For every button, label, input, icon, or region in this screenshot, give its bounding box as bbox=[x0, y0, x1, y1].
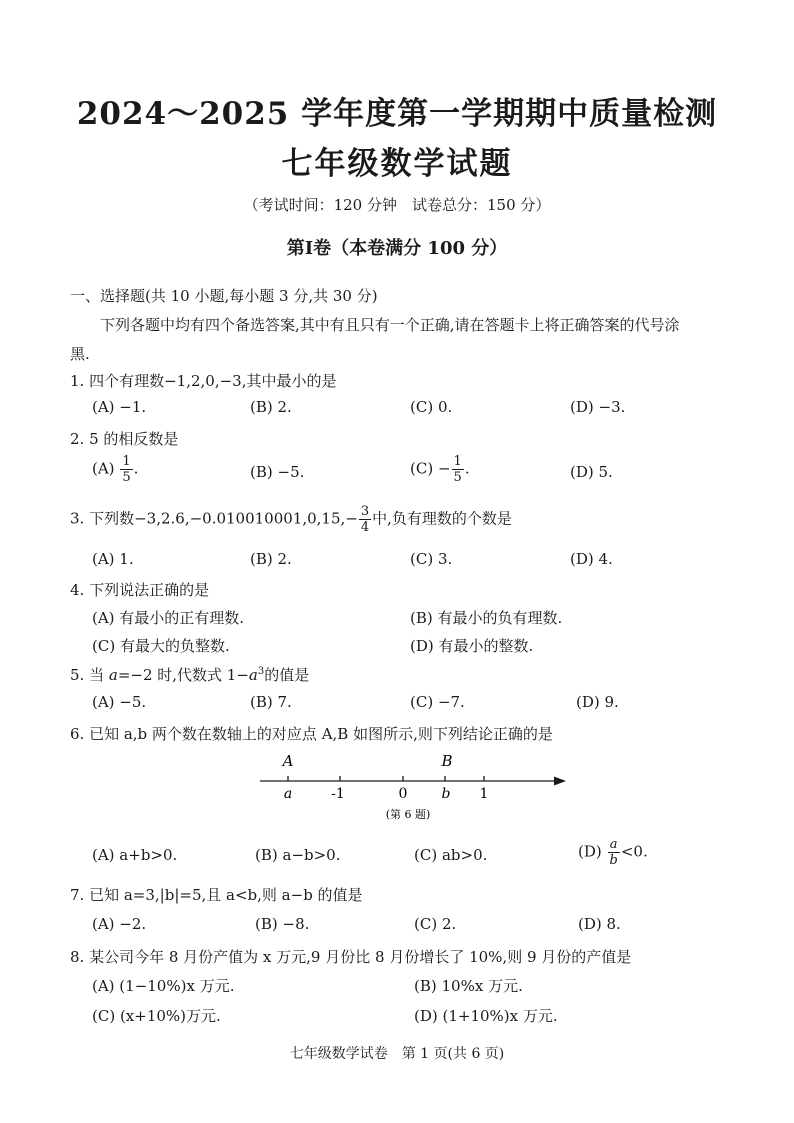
section-instruction-line1: 下列各题中均有四个备选答案,其中有且只有一个正确,请在答题卡上将正确答案的代号涂 bbox=[100, 316, 680, 334]
question-5-stem: 5. 当 a=−2 时,代数式 $1-a^3$的值是 bbox=[70, 666, 310, 684]
question-6-stem: 6. 已知 a,b 两个数在数轴上的对应点 A,B 如图所示,则下列结论正确的是 bbox=[70, 725, 553, 743]
fraction: $\frac{a}{b}$ bbox=[609, 837, 618, 868]
question-8-option-b: (B) 10%x 万元. bbox=[414, 977, 523, 995]
point-label-a: A bbox=[282, 752, 294, 770]
section-heading: 一、选择题(共 10 小题,每小题 3 分,共 30 分) bbox=[70, 287, 378, 305]
tick-label-0: 0 bbox=[398, 786, 408, 802]
question-5-option-b: (B) 7. bbox=[250, 693, 292, 711]
point-label-b: B bbox=[441, 752, 453, 770]
question-6-option-a: (A) a+b>0. bbox=[92, 846, 178, 864]
number-line-figure bbox=[250, 748, 580, 824]
question-4-option-b: (B) 有最小的负有理数. bbox=[410, 609, 563, 627]
question-8-option-a: (A) (1−10%)x 万元. bbox=[92, 977, 235, 995]
question-8-option-d: (D) (1+10%)x 万元. bbox=[414, 1007, 558, 1025]
question-7-stem: 7. 已知 a=3,|b|=5,且 a<b,则 a−b 的值是 bbox=[70, 886, 363, 904]
question-6-option-d: (D) $\frac{a}{b}$ <0. bbox=[578, 837, 648, 868]
question-5-option-d: (D) 9. bbox=[576, 693, 619, 711]
question-2-option-d: (D) 5. bbox=[570, 463, 613, 481]
question-3-option-b: (B) 2. bbox=[250, 550, 292, 568]
question-7-option-c: (C) 2. bbox=[414, 915, 457, 933]
question-8-option-c: (C) (x+10%)万元. bbox=[92, 1007, 221, 1025]
question-4-option-d: (D) 有最小的整数. bbox=[410, 637, 534, 655]
exam-title: 2024～2025 学年度第一学期期中质量检测 bbox=[76, 96, 718, 132]
arrow-icon bbox=[554, 777, 566, 786]
exam-subject-title: 七年级数学试题 bbox=[281, 146, 513, 182]
question-6-option-b: (B) a−b>0. bbox=[255, 846, 341, 864]
question-1-option-b: (B) 2. bbox=[250, 398, 292, 416]
tick-label-a: a bbox=[283, 786, 293, 802]
part-title: 第Ⅰ卷（本卷满分 100 分） bbox=[286, 238, 508, 259]
figure-caption: (第 6 题) bbox=[385, 808, 431, 821]
question-2-option-a: (A) $\frac{1}{5}$ . bbox=[92, 454, 139, 485]
question-2-option-b: (B) −5. bbox=[250, 463, 305, 481]
question-5-option-a: (A) −5. bbox=[92, 693, 147, 711]
tick-label-1: 1 bbox=[479, 786, 489, 802]
question-2-option-c: (C) − $\frac{1}{5}$ . bbox=[410, 454, 470, 485]
question-7-option-d: (D) 8. bbox=[578, 915, 621, 933]
question-3-option-d: (D) 4. bbox=[570, 550, 613, 568]
question-4-stem: 4. 下列说法正确的是 bbox=[70, 581, 210, 599]
question-7-option-a: (A) −2. bbox=[92, 915, 147, 933]
fraction: $\frac{1}{5}$ bbox=[453, 454, 462, 485]
question-1-stem: 1. 四个有理数−1,2,0,−3,其中最小的是 bbox=[70, 372, 337, 390]
section-instruction-line2: 黑. bbox=[70, 345, 90, 363]
tick-label-b: b bbox=[441, 786, 451, 802]
question-5-option-c: (C) −7. bbox=[410, 693, 465, 711]
fraction: $\frac{1}{5}$ bbox=[122, 454, 131, 485]
tick-label-neg1: -1 bbox=[331, 786, 345, 802]
exam-info: （考试时间：120 分钟 试卷总分：150 分） bbox=[243, 196, 551, 214]
question-1-option-c: (C) 0. bbox=[410, 398, 453, 416]
question-3-option-c: (C) 3. bbox=[410, 550, 453, 568]
question-8-stem: 8. 某公司今年 8 月份产值为 x 万元,9 月份比 8 月份增长了 10%,则 9 月份的产值是 bbox=[70, 948, 632, 966]
question-6-option-c: (C) ab>0. bbox=[414, 846, 488, 864]
question-1-option-d: (D) −3. bbox=[570, 398, 626, 416]
question-2-stem: 2. 5 的相反数是 bbox=[70, 430, 179, 448]
question-3-stem: 3. 下列数−3,2.6,−0.010010001,0,15,− $\frac{3}{4}$ 中,负有理数的个数是 bbox=[70, 504, 512, 535]
fraction: $\frac{3}{4}$ bbox=[360, 504, 370, 535]
question-4-option-c: (C) 有最大的负整数. bbox=[92, 637, 230, 655]
question-1-option-a: (A) −1. bbox=[92, 398, 147, 416]
question-3-option-a: (A) 1. bbox=[92, 550, 134, 568]
page-footer: 七年级数学试卷 第 1 页(共 6 页) bbox=[289, 1046, 505, 1062]
question-7-option-b: (B) −8. bbox=[255, 915, 310, 933]
question-4-option-a: (A) 有最小的正有理数. bbox=[92, 609, 245, 627]
